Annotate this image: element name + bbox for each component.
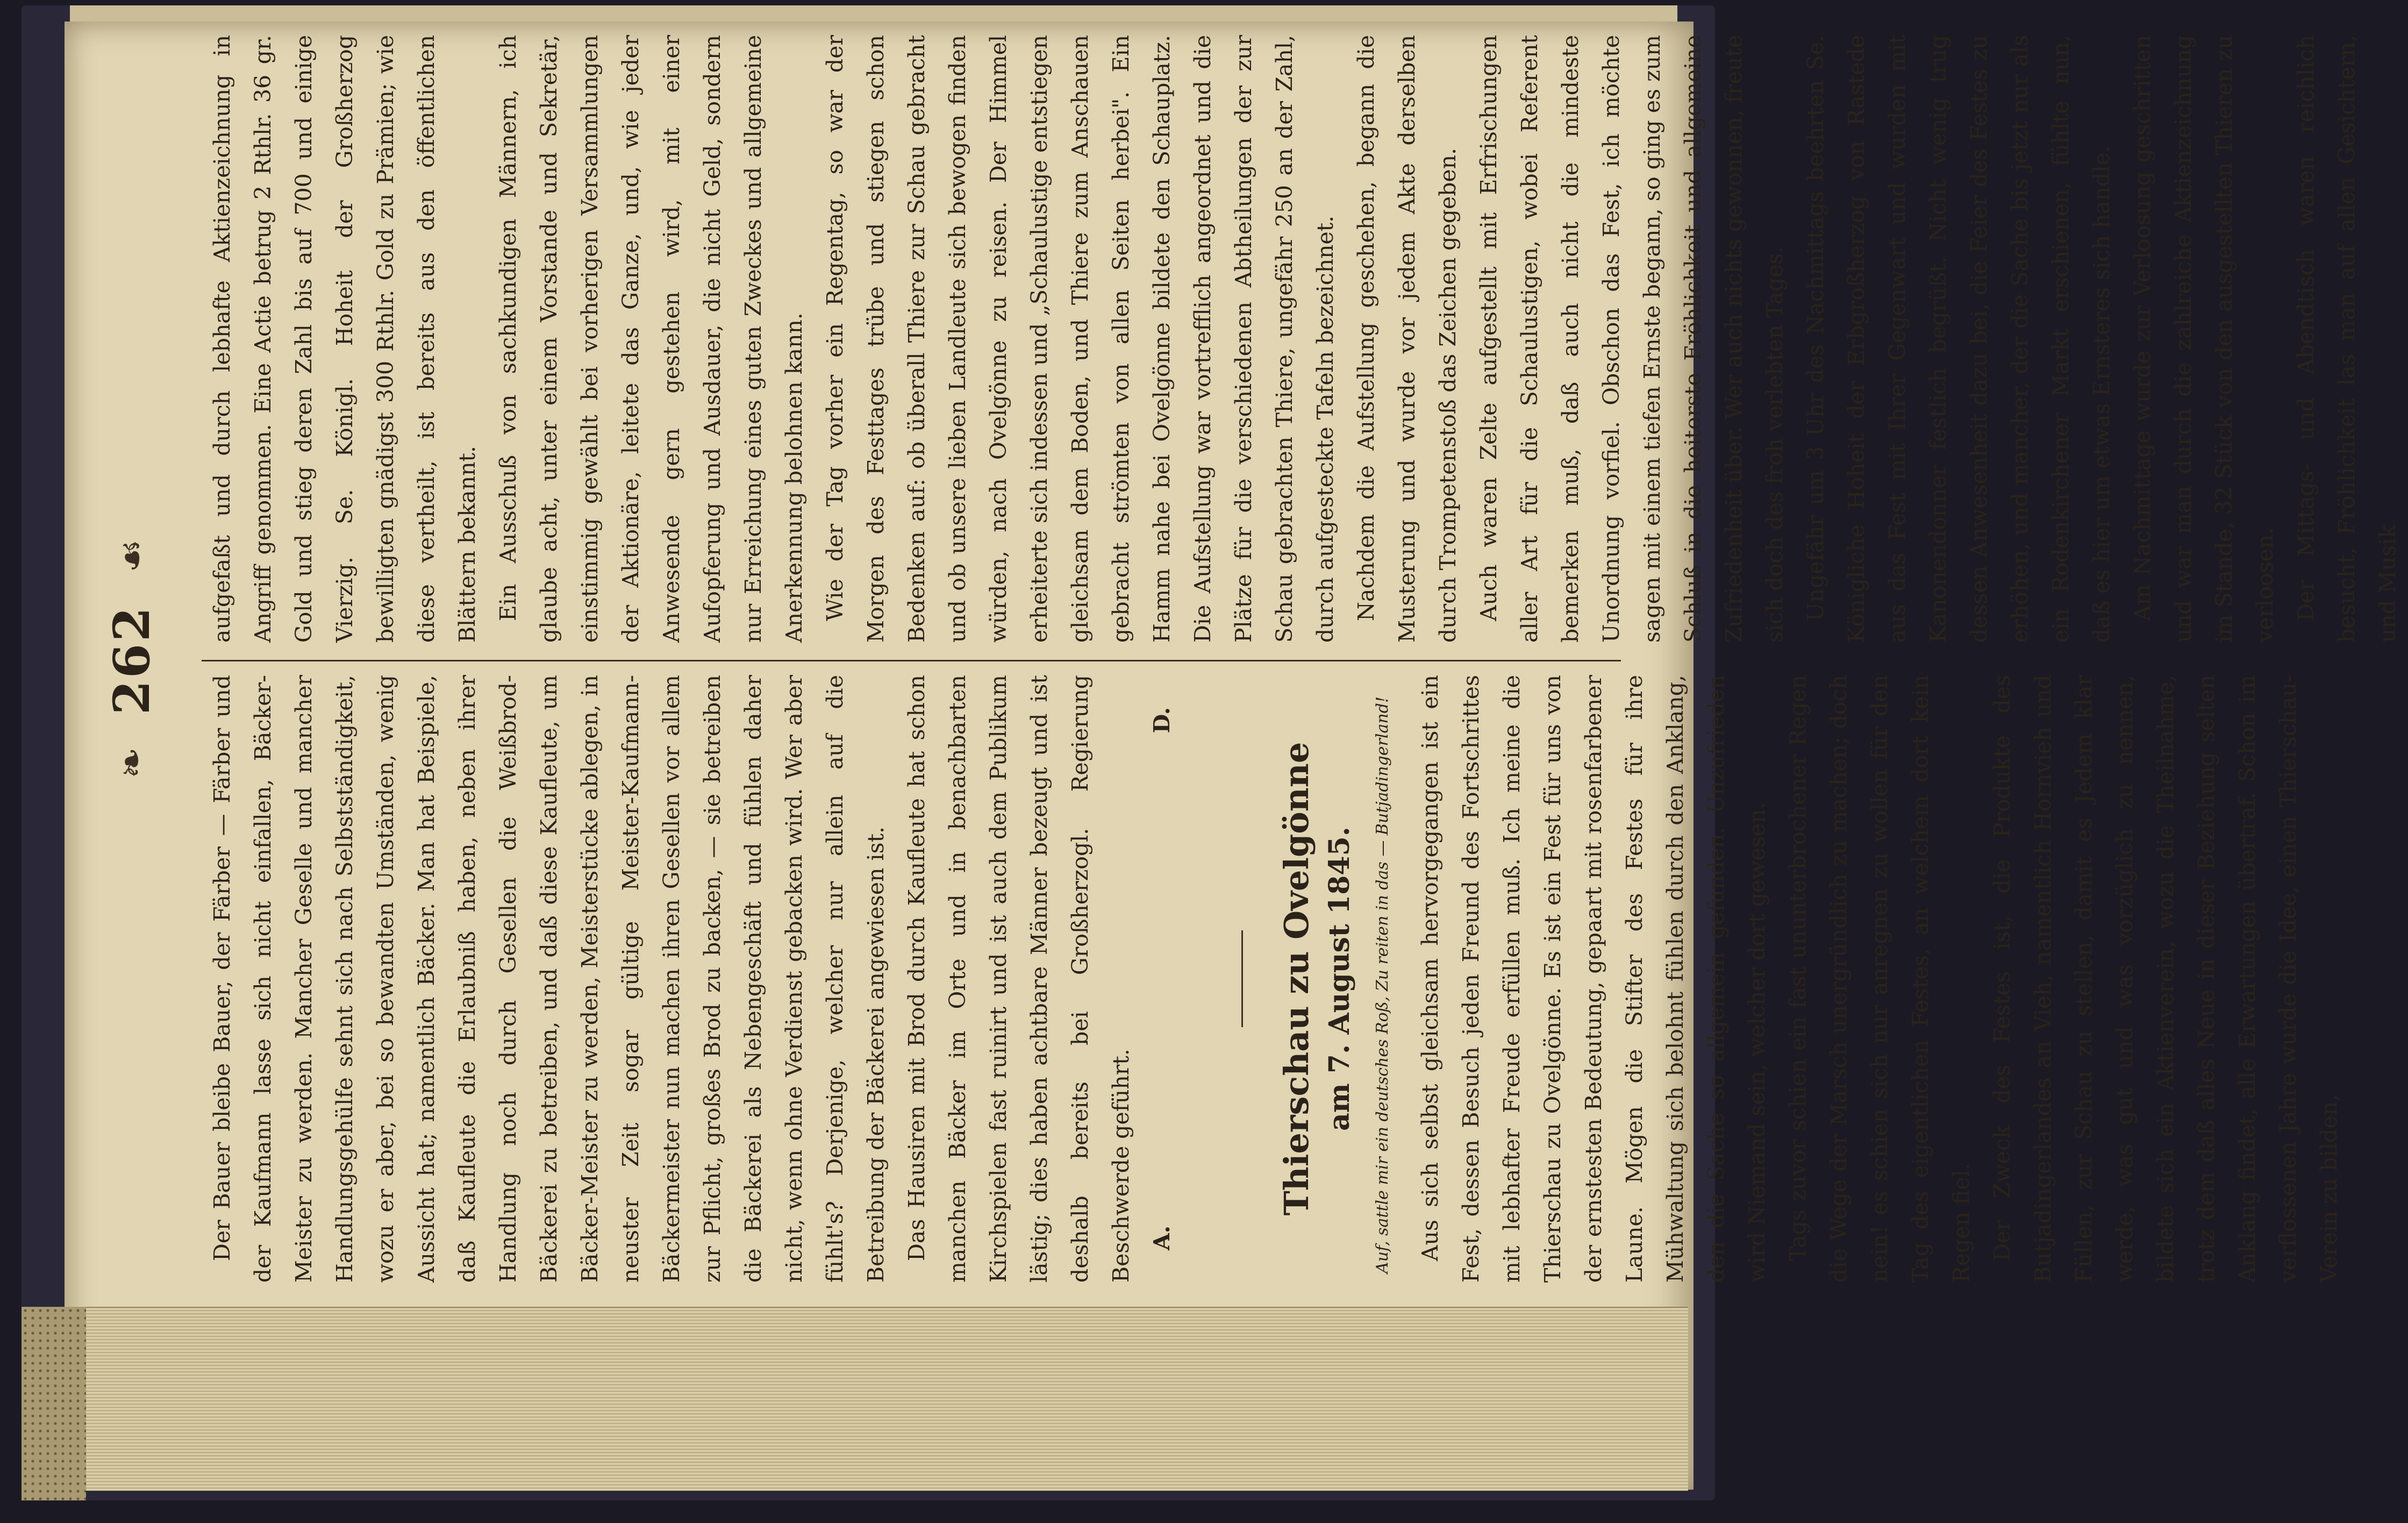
right-column	[202, 35, 2400, 643]
paragraph: Der Bauer bleibe Bauer, der Färber — Färber und der Kaufmann lasse sich nicht einfallen, Bäcker-Meister zu werden. Mancher Geselle und mancher Handlungsgehülfe sehnt sich nach Selbstständigkeit, wozu er aber, bei so bewandten Umständen, wenig Aussicht hat; namentlich Bäcker. Man hat Beispiele, daß Kaufleute die Erlaubniß haben, neben ihrer Handlung noch durch Gesellen die Weißbrod-Bäckerei zu betreiben, und daß diese Kaufleute, um Bäcker-Meister zu werden, Meisterstücke ablegen, in neuster Zeit sogar gültige Meister-Kaufmann-Bäckermeister nun machen ihren Gesellen vor allem zur Pflicht, großes Brod zu backen, — sie betreiben die Bäckerei als Nebengeschäft und fühlen daher nicht, wenn ohne Verdienst gebacken wird. Wer aber fühlt's? Derjenige, welcher nur allein auf die Betreibung der Bäckerei angewiesen ist.	[209, 675, 889, 1283]
heading-rule	[1241, 930, 1243, 1027]
paragraph: Am Nachmittage wurde zur Verloosung geschritten und war man durch die zahlreiche Aktienzeichnung im Stande, 32 Stück von den ausgestellten Thieren zu verloosen.	[2130, 35, 2278, 643]
signature-line	[1141, 675, 1182, 1283]
paragraph: Tags zuvor schien ein fast ununterbrochener Regen die Wege der Marsch unergründlich zu machen; doch nein! es schien sich nur anregnen zu wollen für den Tag des eigentlichen Festes, an welchem dort kein Regen fiel.	[1785, 675, 1974, 1283]
page-header	[94, 13, 169, 1304]
left-column	[202, 675, 2342, 1283]
article-heading	[1241, 675, 1361, 1283]
paragraph: Ein Ausschuß von sachkundigen Männern, ich glaube acht, unter einem Vorstande und Sekretär, einstimmig gewählt bei vorherigen Versammlungen der Aktionäre, leitete das Ganze, und, wie jeder Anwesende gern gestehen wird, mit einer Aufopferung und Ausdauer, die nicht Geld, sondern nur Erreichung eines guten Zweckes und allgemeine Anerkennung belohnen kann.	[495, 35, 807, 643]
signature-left: A.	[1149, 1225, 1175, 1250]
ornament-right-icon: ☙	[110, 539, 154, 573]
signature-right: D.	[1149, 707, 1175, 734]
page-number: 262	[103, 605, 161, 715]
rotated-page-content	[78, 13, 2400, 1304]
paragraph: Nachdem die Aufstellung geschehen, begann die Musterung und wurde vor jedem Akte derselben durch Trompetenstoß das Zeichen gegeben.	[1353, 35, 1461, 643]
paragraph: Der Mittags- und Abendtisch waren reichlich besucht, Fröhlichkeit las man auf allen Gesichtern, und Musik	[2293, 35, 2400, 643]
paragraph: Der Zweck des Festes ist, die Produkte des Butjadingerlandes an Vieh, namentlich Hornvieh und Füllen, zur Schau zu stellen, damit es Jedem klar werde, was gut und was vorzüglich zu nennen, bildete sich ein Aktienverein, wozu die Theilnahme, trotz dem daß alles Neue in dieser Beziehung selten Anklang findet, alle Erwartungen übertraf. Schon im verflossenen Jahre wurde die Idee, einen Thierschau-Verein zu bilden,	[1989, 675, 2342, 1283]
column-divider	[202, 660, 1621, 661]
article-date: am 7. August 1845.	[1323, 827, 1356, 1131]
paragraph: Ungefähr um 3 Uhr des Nachmittags beehrten Se. Königliche Hoheit der Erbgroßherzog von Rastede aus das Fest mit Ihrer Gegenwart und wurden mit Kanonendonner festlich begrüßt. Nicht wenig trug dessen Anwesenheit dazu bei, die Feier des Festes zu erhöhen, und mancher, der die Sache bis jetzt nur als ein Rodenkirchener Markt erschienen, fühlte nun, daß es hier um etwas Ernsteres sich handle.	[1803, 35, 2114, 643]
paragraph: Wie der Tag vorher ein Regentag, so war der Morgen des Festtages trübe und stiegen schon Bedenken auf: ob überall Thiere zur Schau gebracht und ob unsere lieben Landleute sich bewogen finden würden, nach Ovelgönne zu reisen. Der Himmel erheiterte sich indessen und „Schaulustige entstiegen gleichsam dem Boden, und Thiere zum Anschauen gebracht strömten von allen Seiten herbei". Ein Hamm nahe bei Ovelgönne bildete den Schauplatz. Die Aufstellung war vortrefflich angeordnet und die Plätze für die verschiedenen Abtheilungen der zur Schau gebrachten Thiere, ungefähr 250 an der Zahl, durch aufgesteckte Tafeln bezeichnet.	[822, 35, 1338, 643]
speckled-edge	[22, 1307, 86, 1500]
paragraph: Aus sich selbst gleichsam hervorgegangen ist ein Fest, dessen Besuch jeden Freund des Fortschrittes mit lebhafter Freude erfüllen muß. Ich meine die Thierschau zu Ovelgönne. Es ist ein Fest für uns von der ernstesten Bedeutung, gepaart mit rosenfarbener Laune. Mögen die Stifter des Festes für ihre Mühwaltung sich belohnt fühlen durch den Anklang, den die Sache so allgemein gefunden. Unzufrieden wird Niemand sein, welcher dort gewesen.	[1417, 675, 1770, 1283]
paragraph: Auch waren Zelte aufgestellt mit Erfrischungen aller Art für die Schaulustigen, wobei Referent bemerken muß, daß auch nicht die mindeste Unordnung vorfiel. Obschon das Fest, ich möchte sagen mit einem tiefen Ernste begann, so ging es zum Schluß in die heiterste Fröhlichkeit und allgemeine Zufriedenheit über. Wer auch nichts gewonnen, freute sich doch des froh verlebten Tages.	[1476, 35, 1788, 643]
article-motto: Auf, sattle mir ein deutsches Roß, Zu reiten in das — Butjadingerland!	[1373, 696, 1392, 1273]
article-title: Thierschau zu Ovelgönne	[1277, 742, 1316, 1216]
ornament-left-icon: ❧	[110, 747, 154, 779]
page-stack-edge	[75, 1307, 1688, 1491]
paragraph: aufgefaßt und durch lebhafte Aktienzeichnung in Angriff genommen. Eine Actie betrug 2 Rthlr. 36 gr. Gold und stieg deren Zahl bis auf 700 und einige Vierzig. Se. Königl. Hoheit der Großherzog bewilligten gnädigst 300 Rthlr. Gold zu Prämien; wie diese vertheilt, ist bereits aus den öffentlichen Blättern bekannt.	[209, 35, 480, 643]
paragraph: Das Hausiren mit Brod durch Kaufleute hat schon manchen Bäcker im Orte und in benachbarten Kirchspielen fast ruinirt und ist auch dem Publikum lästig; dies haben achtbare Männer bezeugt und ist deshalb bereits bei Großherzogl. Regierung Beschwerde geführt.	[904, 675, 1134, 1283]
